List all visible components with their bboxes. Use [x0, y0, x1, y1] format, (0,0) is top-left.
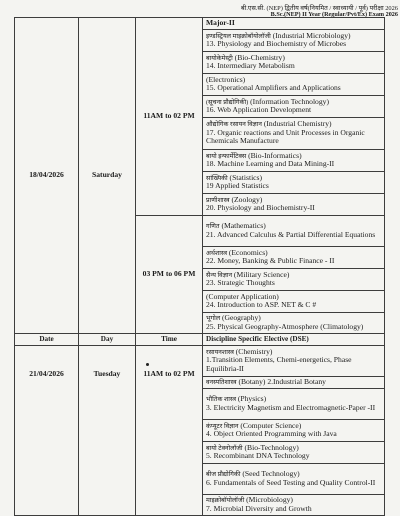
subject-hindi: सैन्य विज्ञान [206, 271, 233, 279]
exam-date: 21/04/2026 [15, 345, 79, 515]
table-row [15, 345, 385, 376]
subject-cell [203, 193, 385, 215]
subject-hindi: बायोकेमेस्ट्री [206, 54, 233, 62]
subject-cell [203, 51, 385, 73]
scan-speck [146, 363, 149, 366]
subject-english: (Botany) 2.Industrial Botany [238, 376, 326, 386]
subject-english: (Bio-Chemistry) [234, 52, 285, 62]
subject-english: (Industrial Chemistry) [263, 119, 332, 129]
subject-english: (Computer Application) [206, 291, 279, 301]
subject-hindi: सांख्यिकी [206, 174, 228, 182]
column-header-row [15, 333, 385, 345]
paper-title: 4. Object Oriented Programming with Java [206, 429, 337, 438]
paper-title: 22. Money, Banking & Public Finance - II [206, 256, 335, 265]
paper-title: 5. Recombinant DNA Technology [206, 451, 310, 460]
paper-title: 14. Intermediary Metabolism [206, 61, 295, 70]
subject-english: (Industrial Microbiology) [272, 30, 351, 40]
subject-cell [203, 345, 385, 376]
exam-title-hindi: बी.एस.सी. (NEP) द्वितीय वर्ष(नियमित / स्वाध्यायी / पूर्व) परीक्षा 2026 [241, 5, 398, 12]
subject-cell [203, 149, 385, 171]
subject-cell [203, 388, 385, 419]
paper-title: 20. Physiology and Biochemistry-II [206, 203, 315, 212]
exam-schedule-table [14, 17, 385, 516]
subject-cell [203, 312, 385, 333]
paper-title: 21. Advanced Calculus & Partial Differential Equations [206, 229, 376, 239]
subject-english: (Computer Science) [240, 420, 302, 430]
subject-cell [203, 73, 385, 95]
subject-cell [203, 463, 385, 494]
subject-cell [203, 18, 385, 30]
subject-english: (Bio-Technology) [244, 442, 299, 452]
paper-title: 18. Machine Learning and Data Mining-II [206, 159, 335, 168]
exam-time: 03 PM to 06 PM [136, 215, 203, 333]
paper-title: 6. Fundamentals of Seed Testing and Quality Control-II [206, 477, 376, 487]
subject-english: (Bio-Informatics) [248, 150, 302, 160]
subject-hindi: गणित [206, 223, 220, 230]
subject-hindi: रसायनशास्त्र [206, 348, 234, 356]
subject-english: (Statistics) [229, 172, 263, 182]
subject-cell [203, 290, 385, 312]
subject-hindi: अर्थशास्त्र [206, 249, 227, 257]
subject-cell [203, 95, 385, 117]
paper-title: 15. Operational Amplifiers and Applications [206, 83, 341, 92]
subject-hindi: कंप्यूटर विज्ञान [206, 422, 239, 430]
subject-english: (Information Technology) [250, 96, 329, 106]
subject-hindi: वनस्पतिशास्त्र [206, 378, 237, 386]
paper-title: 3. Electricity Magnetism and Electromagnetic-Paper -II [206, 402, 376, 412]
subject-english: (Chemistry) [235, 346, 273, 356]
col-date-header: Date [15, 333, 79, 345]
subject-cell [203, 246, 385, 268]
exam-day: Saturday [79, 18, 136, 334]
col-time-header: Time [136, 333, 203, 345]
subject-hindi: बीज प्रौद्योगिकी [206, 471, 241, 478]
subject-hindi: भूगोल [206, 315, 221, 322]
exam-time: 11AM to 02 PM [136, 345, 203, 515]
subject-cell [203, 419, 385, 441]
paper-title: 16. Web Application Development [206, 105, 312, 114]
subject-hindi: भौतिक शास्त्र [206, 396, 236, 403]
subject-cell [203, 441, 385, 463]
subject-english: (Zoology) [231, 194, 263, 204]
subject-english: (Mathematics) [221, 221, 266, 230]
paper-title: 7. Microbial Diversity and Growth [206, 503, 312, 513]
subject-english: (Seed Technology) [242, 469, 300, 478]
paper-title: 17. Organic reactions and Unit Processes in Organic Chemicals Manufacture [206, 127, 365, 146]
subject-hindi: इण्डस्ट्रियल माइक्रोबॉयोलॉजी [206, 32, 271, 40]
section-heading: Major-II [206, 18, 235, 27]
subject-hindi: प्राणीशास्त्र [206, 196, 230, 204]
subject-hindi: बायो टेक्नोलॉजी [206, 444, 243, 452]
col-subject-header: Discipline Specific Elective (DSE) [203, 333, 385, 345]
exam-date: 18/04/2026 [15, 18, 79, 334]
subject-english: (Geography) [222, 313, 261, 322]
subject-hindi: बायो इन्फार्मेटिक्स [206, 152, 247, 160]
subject-english: (Military Science) [233, 269, 290, 279]
subject-cell [203, 29, 385, 51]
subject-name [206, 378, 381, 387]
paper-title: 25. Physical Geography-Atmosphere (Climatology) [206, 321, 364, 331]
subject-cell [203, 268, 385, 290]
table-row [15, 18, 385, 30]
paper-title: 19 Applied Statistics [206, 181, 269, 190]
subject-english: (Electronics) [206, 74, 246, 84]
subject-hindi: (सूचना प्रौद्योगिकी) [206, 98, 249, 106]
subject-english: (Physics) [237, 394, 267, 403]
subject-hindi: माइक्रोबॉयोलॉजी [206, 497, 245, 504]
subject-cell [203, 171, 385, 193]
col-day-header: Day [79, 333, 136, 345]
exam-title-english: B.Sc.(NEP) II Year (Regular/Pvt/Ex) Exam 2026 [270, 11, 398, 18]
paper-title: 1.Transition Elements, Chemi-energetics, Phase Equilibria-II [206, 355, 352, 373]
subject-cell [203, 494, 385, 515]
paper-title: 13. Physiology and Biochemistry of Microbes [206, 39, 347, 48]
subject-cell [203, 376, 385, 388]
exam-time: 11AM to 02 PM [136, 18, 203, 216]
subject-cell [203, 117, 385, 149]
subject-cell [203, 215, 385, 246]
subject-english: (Microbiology) [246, 495, 293, 504]
paper-title: 24. Introduction to ASP. NET & C # [206, 300, 317, 309]
subject-english: (Economics) [228, 247, 268, 257]
subject-hindi: औद्योगिक रसायन विज्ञान [206, 121, 262, 129]
paper-title: 23. Strategic Thoughts [206, 278, 275, 287]
exam-day: Tuesday [79, 345, 136, 515]
